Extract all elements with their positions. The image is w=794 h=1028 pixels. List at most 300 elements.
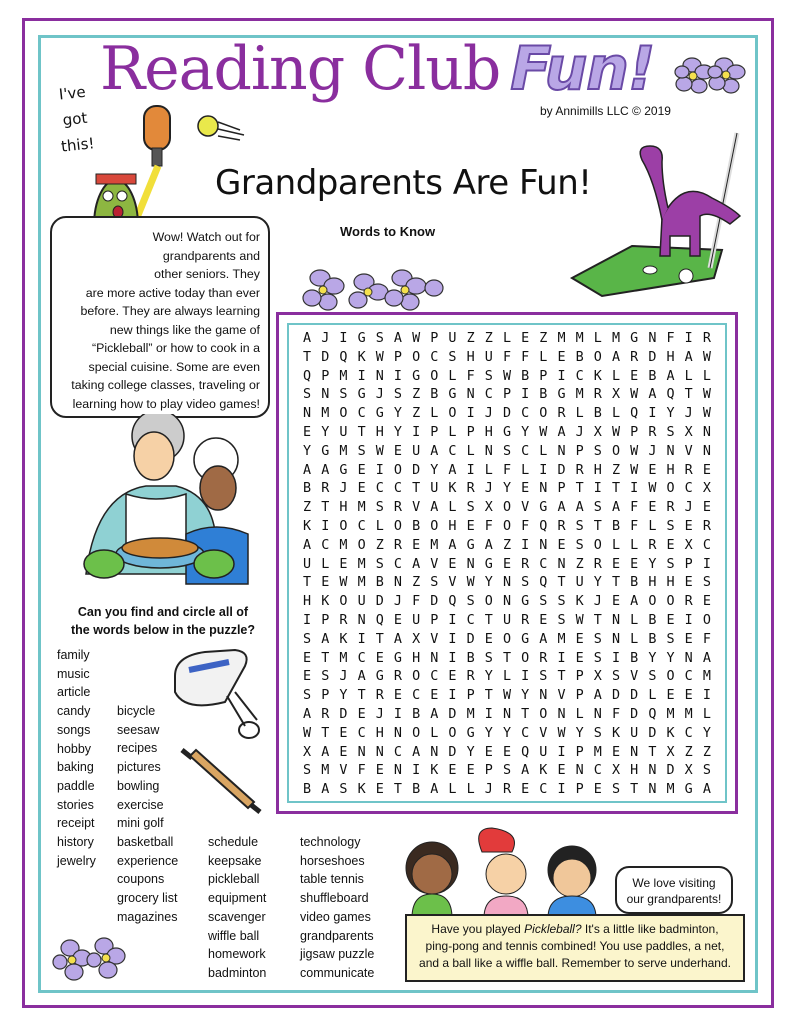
- grid-letter[interactable]: Y: [648, 556, 657, 572]
- grid-letter[interactable]: H: [375, 424, 384, 440]
- grid-letter[interactable]: R: [339, 612, 348, 628]
- grid-letter[interactable]: A: [539, 631, 548, 647]
- grid-letter[interactable]: D: [557, 462, 566, 478]
- grid-letter[interactable]: R: [502, 782, 511, 798]
- grid-letter[interactable]: L: [448, 368, 457, 384]
- grid-letter[interactable]: C: [521, 443, 530, 459]
- grid-letter[interactable]: A: [321, 782, 330, 798]
- grid-letter[interactable]: G: [321, 443, 330, 459]
- grid-letter[interactable]: T: [684, 387, 693, 403]
- word-search-grid[interactable]: [290, 330, 726, 800]
- grid-letter[interactable]: L: [611, 537, 621, 553]
- grid-letter[interactable]: E: [611, 594, 621, 610]
- grid-letter[interactable]: K: [539, 763, 548, 779]
- grid-letter[interactable]: Y: [702, 725, 711, 741]
- grid-letter[interactable]: N: [466, 387, 475, 403]
- grid-letter[interactable]: T: [321, 500, 330, 516]
- grid-letter[interactable]: M: [430, 537, 439, 553]
- grid-letter[interactable]: E: [375, 650, 384, 666]
- grid-letter[interactable]: B: [648, 612, 657, 628]
- grid-letter[interactable]: W: [702, 349, 711, 365]
- grid-letter[interactable]: N: [502, 594, 511, 610]
- grid-letter[interactable]: E: [339, 725, 348, 741]
- grid-letter[interactable]: T: [303, 349, 312, 365]
- grid-letter[interactable]: F: [521, 349, 530, 365]
- grid-letter[interactable]: W: [702, 406, 711, 422]
- grid-letter[interactable]: E: [412, 537, 421, 553]
- grid-letter[interactable]: N: [357, 744, 366, 760]
- grid-letter[interactable]: M: [339, 368, 348, 384]
- grid-letter[interactable]: M: [575, 331, 584, 346]
- grid-letter[interactable]: R: [648, 424, 657, 440]
- grid-letter[interactable]: E: [702, 462, 711, 478]
- grid-letter[interactable]: G: [393, 650, 402, 666]
- grid-letter[interactable]: J: [339, 669, 348, 685]
- grid-letter[interactable]: L: [702, 368, 711, 384]
- grid-letter[interactable]: C: [539, 782, 548, 798]
- grid-letter[interactable]: Y: [484, 669, 493, 685]
- grid-letter[interactable]: Q: [339, 349, 348, 365]
- grid-letter[interactable]: N: [502, 575, 511, 591]
- grid-letter[interactable]: E: [575, 650, 584, 666]
- grid-letter[interactable]: V: [557, 688, 566, 704]
- grid-letter[interactable]: Y: [575, 725, 584, 741]
- grid-letter[interactable]: Y: [321, 424, 330, 440]
- grid-letter[interactable]: X: [593, 669, 602, 685]
- grid-letter[interactable]: Z: [303, 500, 312, 516]
- grid-letter[interactable]: C: [521, 725, 530, 741]
- grid-letter[interactable]: B: [611, 518, 621, 534]
- grid-letter[interactable]: L: [448, 424, 457, 440]
- grid-letter[interactable]: I: [557, 744, 566, 760]
- grid-letter[interactable]: S: [393, 387, 402, 403]
- grid-letter[interactable]: X: [412, 631, 421, 647]
- grid-letter[interactable]: G: [412, 368, 421, 384]
- grid-letter[interactable]: I: [521, 537, 530, 553]
- grid-letter[interactable]: S: [484, 368, 493, 384]
- grid-letter[interactable]: A: [702, 650, 711, 666]
- grid-letter[interactable]: R: [593, 387, 602, 403]
- grid-letter[interactable]: T: [557, 669, 566, 685]
- grid-letter[interactable]: A: [648, 387, 657, 403]
- grid-letter[interactable]: N: [539, 481, 548, 497]
- grid-letter[interactable]: X: [684, 424, 693, 440]
- grid-letter[interactable]: I: [393, 706, 402, 722]
- grid-letter[interactable]: Y: [466, 744, 475, 760]
- grid-letter[interactable]: D: [666, 763, 675, 779]
- grid-letter[interactable]: A: [557, 424, 566, 440]
- grid-letter[interactable]: N: [557, 706, 566, 722]
- grid-letter[interactable]: X: [666, 744, 675, 760]
- grid-letter[interactable]: C: [357, 518, 366, 534]
- grid-letter[interactable]: Y: [648, 650, 657, 666]
- grid-letter[interactable]: T: [393, 782, 402, 798]
- grid-letter[interactable]: U: [357, 594, 366, 610]
- grid-letter[interactable]: M: [557, 631, 566, 647]
- grid-letter[interactable]: F: [357, 763, 366, 779]
- grid-letter[interactable]: J: [321, 331, 330, 346]
- grid-letter[interactable]: S: [484, 650, 493, 666]
- grid-letter[interactable]: B: [575, 349, 584, 365]
- grid-letter[interactable]: E: [357, 481, 366, 497]
- grid-letter[interactable]: P: [466, 424, 475, 440]
- grid-letter[interactable]: P: [321, 368, 330, 384]
- grid-letter[interactable]: P: [484, 763, 493, 779]
- grid-letter[interactable]: Y: [502, 725, 511, 741]
- grid-letter[interactable]: N: [393, 763, 402, 779]
- grid-letter[interactable]: S: [666, 518, 675, 534]
- grid-letter[interactable]: R: [321, 481, 330, 497]
- grid-letter[interactable]: B: [412, 518, 421, 534]
- grid-letter[interactable]: F: [611, 706, 621, 722]
- grid-letter[interactable]: H: [375, 725, 384, 741]
- grid-letter[interactable]: I: [539, 462, 548, 478]
- grid-letter[interactable]: Y: [521, 424, 530, 440]
- grid-letter[interactable]: M: [557, 331, 566, 346]
- grid-letter[interactable]: J: [393, 594, 402, 610]
- grid-letter[interactable]: O: [393, 462, 402, 478]
- grid-letter[interactable]: J: [484, 782, 493, 798]
- grid-letter[interactable]: E: [448, 556, 457, 572]
- grid-letter[interactable]: J: [484, 406, 493, 422]
- grid-letter[interactable]: C: [375, 481, 384, 497]
- grid-letter[interactable]: E: [430, 688, 439, 704]
- grid-letter[interactable]: T: [303, 575, 312, 591]
- grid-letter[interactable]: N: [630, 744, 639, 760]
- grid-letter[interactable]: E: [375, 782, 384, 798]
- grid-letter[interactable]: C: [466, 612, 475, 628]
- grid-letter[interactable]: O: [484, 594, 493, 610]
- grid-letter[interactable]: M: [357, 500, 366, 516]
- grid-letter[interactable]: I: [448, 650, 457, 666]
- grid-letter[interactable]: F: [702, 631, 711, 647]
- grid-letter[interactable]: D: [339, 706, 348, 722]
- grid-letter[interactable]: C: [393, 556, 402, 572]
- grid-letter[interactable]: H: [648, 575, 657, 591]
- grid-letter[interactable]: N: [611, 631, 621, 647]
- grid-letter[interactable]: N: [611, 612, 621, 628]
- grid-letter[interactable]: R: [521, 612, 530, 628]
- grid-letter[interactable]: H: [666, 575, 675, 591]
- grid-letter[interactable]: A: [412, 744, 421, 760]
- grid-letter[interactable]: P: [630, 424, 639, 440]
- grid-letter[interactable]: T: [484, 688, 493, 704]
- grid-letter[interactable]: O: [339, 406, 348, 422]
- grid-letter[interactable]: O: [502, 500, 511, 516]
- grid-letter[interactable]: E: [339, 556, 348, 572]
- grid-letter[interactable]: R: [702, 331, 711, 346]
- grid-letter[interactable]: Z: [484, 331, 493, 346]
- grid-letter[interactable]: N: [593, 706, 602, 722]
- grid-letter[interactable]: Z: [702, 744, 711, 760]
- grid-letter[interactable]: N: [466, 556, 475, 572]
- grid-letter[interactable]: I: [684, 612, 693, 628]
- grid-letter[interactable]: N: [539, 688, 548, 704]
- grid-letter[interactable]: I: [557, 782, 566, 798]
- grid-letter[interactable]: G: [375, 406, 384, 422]
- grid-letter[interactable]: U: [412, 612, 421, 628]
- grid-letter[interactable]: C: [357, 650, 366, 666]
- grid-letter[interactable]: O: [611, 443, 621, 459]
- grid-letter[interactable]: T: [630, 782, 639, 798]
- grid-letter[interactable]: Q: [375, 612, 384, 628]
- grid-letter[interactable]: D: [375, 594, 384, 610]
- grid-letter[interactable]: W: [611, 424, 621, 440]
- grid-letter[interactable]: K: [611, 725, 621, 741]
- grid-letter[interactable]: T: [648, 744, 657, 760]
- grid-letter[interactable]: E: [630, 368, 639, 384]
- grid-letter[interactable]: L: [448, 500, 457, 516]
- grid-letter[interactable]: R: [375, 688, 384, 704]
- grid-letter[interactable]: E: [521, 481, 530, 497]
- grid-letter[interactable]: V: [684, 443, 693, 459]
- grid-letter[interactable]: B: [630, 575, 639, 591]
- grid-letter[interactable]: I: [412, 763, 421, 779]
- grid-letter[interactable]: E: [393, 688, 402, 704]
- grid-letter[interactable]: A: [684, 349, 693, 365]
- grid-letter[interactable]: I: [466, 462, 475, 478]
- grid-letter[interactable]: H: [466, 349, 475, 365]
- grid-letter[interactable]: I: [611, 650, 621, 666]
- grid-letter[interactable]: E: [611, 556, 621, 572]
- grid-letter[interactable]: N: [575, 763, 584, 779]
- grid-letter[interactable]: S: [593, 443, 602, 459]
- grid-letter[interactable]: C: [684, 669, 693, 685]
- grid-letter[interactable]: L: [593, 331, 602, 346]
- grid-letter[interactable]: A: [557, 500, 566, 516]
- grid-letter[interactable]: A: [321, 744, 330, 760]
- grid-letter[interactable]: R: [648, 537, 657, 553]
- grid-letter[interactable]: A: [321, 631, 330, 647]
- grid-letter[interactable]: S: [303, 688, 312, 704]
- grid-letter[interactable]: O: [648, 594, 657, 610]
- grid-letter[interactable]: E: [357, 462, 366, 478]
- grid-letter[interactable]: A: [593, 688, 602, 704]
- grid-letter[interactable]: H: [303, 594, 312, 610]
- grid-letter[interactable]: V: [430, 556, 439, 572]
- grid-letter[interactable]: O: [502, 518, 511, 534]
- grid-letter[interactable]: T: [321, 725, 330, 741]
- grid-letter[interactable]: T: [521, 706, 530, 722]
- grid-letter[interactable]: B: [539, 387, 548, 403]
- grid-letter[interactable]: Z: [611, 462, 621, 478]
- grid-letter[interactable]: E: [303, 669, 312, 685]
- grid-letter[interactable]: L: [484, 462, 493, 478]
- grid-letter[interactable]: N: [557, 556, 566, 572]
- grid-letter[interactable]: L: [575, 406, 584, 422]
- grid-letter[interactable]: S: [502, 443, 511, 459]
- grid-letter[interactable]: Q: [448, 594, 457, 610]
- grid-letter[interactable]: E: [521, 331, 530, 346]
- grid-letter[interactable]: S: [539, 669, 548, 685]
- grid-letter[interactable]: X: [611, 387, 621, 403]
- grid-letter[interactable]: Z: [575, 556, 584, 572]
- grid-letter[interactable]: A: [412, 556, 421, 572]
- grid-letter[interactable]: Z: [375, 537, 384, 553]
- grid-letter[interactable]: S: [303, 763, 312, 779]
- grid-letter[interactable]: I: [521, 669, 530, 685]
- grid-letter[interactable]: P: [557, 481, 566, 497]
- grid-letter[interactable]: Z: [412, 575, 421, 591]
- grid-letter[interactable]: N: [430, 650, 439, 666]
- grid-letter[interactable]: I: [648, 406, 657, 422]
- grid-letter[interactable]: S: [430, 575, 439, 591]
- grid-letter[interactable]: P: [684, 556, 693, 572]
- grid-letter[interactable]: T: [557, 575, 566, 591]
- grid-letter[interactable]: R: [575, 462, 584, 478]
- grid-letter[interactable]: E: [393, 612, 402, 628]
- grid-letter[interactable]: H: [630, 763, 639, 779]
- grid-letter[interactable]: Z: [502, 537, 511, 553]
- grid-letter[interactable]: E: [666, 688, 675, 704]
- grid-letter[interactable]: W: [648, 481, 657, 497]
- grid-letter[interactable]: W: [339, 575, 348, 591]
- grid-letter[interactable]: J: [648, 443, 657, 459]
- grid-letter[interactable]: Q: [648, 706, 657, 722]
- grid-letter[interactable]: C: [593, 763, 602, 779]
- grid-letter[interactable]: Q: [539, 518, 548, 534]
- grid-letter[interactable]: O: [412, 725, 421, 741]
- grid-letter[interactable]: I: [448, 631, 457, 647]
- grid-letter[interactable]: T: [611, 481, 621, 497]
- grid-letter[interactable]: B: [412, 706, 421, 722]
- grid-letter[interactable]: T: [412, 481, 421, 497]
- grid-letter[interactable]: E: [684, 688, 693, 704]
- grid-letter[interactable]: Y: [593, 575, 602, 591]
- grid-letter[interactable]: N: [393, 725, 402, 741]
- grid-letter[interactable]: M: [357, 575, 366, 591]
- grid-letter[interactable]: E: [448, 669, 457, 685]
- grid-letter[interactable]: L: [466, 782, 475, 798]
- grid-letter[interactable]: K: [430, 763, 439, 779]
- grid-letter[interactable]: P: [539, 368, 548, 384]
- grid-letter[interactable]: G: [484, 556, 493, 572]
- grid-letter[interactable]: E: [484, 744, 493, 760]
- grid-letter[interactable]: W: [702, 387, 711, 403]
- grid-letter[interactable]: S: [375, 331, 384, 346]
- grid-letter[interactable]: W: [557, 725, 566, 741]
- grid-letter[interactable]: O: [502, 631, 511, 647]
- grid-letter[interactable]: K: [593, 368, 602, 384]
- grid-letter[interactable]: L: [630, 537, 639, 553]
- grid-letter[interactable]: J: [684, 406, 693, 422]
- grid-letter[interactable]: A: [321, 462, 330, 478]
- grid-letter[interactable]: M: [339, 443, 348, 459]
- grid-letter[interactable]: I: [466, 406, 475, 422]
- grid-letter[interactable]: D: [630, 688, 639, 704]
- grid-letter[interactable]: P: [321, 688, 330, 704]
- grid-letter[interactable]: D: [466, 631, 475, 647]
- grid-letter[interactable]: R: [393, 537, 402, 553]
- grid-letter[interactable]: I: [684, 331, 693, 346]
- grid-letter[interactable]: P: [575, 443, 584, 459]
- grid-letter[interactable]: O: [593, 537, 602, 553]
- grid-letter[interactable]: O: [666, 669, 675, 685]
- grid-letter[interactable]: B: [521, 368, 530, 384]
- grid-letter[interactable]: E: [484, 631, 493, 647]
- grid-letter[interactable]: Z: [684, 744, 693, 760]
- grid-letter[interactable]: E: [539, 612, 548, 628]
- grid-letter[interactable]: D: [611, 688, 621, 704]
- grid-letter[interactable]: Y: [303, 443, 312, 459]
- grid-letter[interactable]: W: [375, 443, 384, 459]
- grid-letter[interactable]: W: [412, 331, 421, 346]
- grid-letter[interactable]: E: [357, 706, 366, 722]
- grid-letter[interactable]: L: [448, 782, 457, 798]
- grid-letter[interactable]: C: [484, 387, 493, 403]
- grid-letter[interactable]: A: [448, 462, 457, 478]
- grid-letter[interactable]: S: [557, 612, 566, 628]
- grid-letter[interactable]: S: [466, 500, 475, 516]
- grid-letter[interactable]: E: [339, 744, 348, 760]
- grid-letter[interactable]: A: [303, 706, 312, 722]
- grid-letter[interactable]: W: [575, 612, 584, 628]
- grid-letter[interactable]: C: [321, 537, 330, 553]
- grid-letter[interactable]: P: [575, 744, 584, 760]
- grid-letter[interactable]: L: [430, 406, 439, 422]
- grid-letter[interactable]: S: [466, 594, 475, 610]
- grid-letter[interactable]: J: [484, 481, 493, 497]
- grid-letter[interactable]: Q: [666, 387, 675, 403]
- grid-letter[interactable]: E: [684, 631, 693, 647]
- grid-letter[interactable]: K: [357, 349, 366, 365]
- grid-letter[interactable]: N: [539, 537, 548, 553]
- grid-letter[interactable]: E: [575, 631, 584, 647]
- grid-letter[interactable]: D: [321, 349, 330, 365]
- grid-letter[interactable]: O: [412, 349, 421, 365]
- grid-letter[interactable]: B: [375, 575, 384, 591]
- grid-letter[interactable]: H: [666, 462, 675, 478]
- grid-letter[interactable]: O: [357, 537, 366, 553]
- grid-letter[interactable]: E: [557, 763, 566, 779]
- grid-letter[interactable]: O: [666, 594, 675, 610]
- grid-letter[interactable]: R: [557, 518, 566, 534]
- grid-letter[interactable]: Y: [393, 406, 402, 422]
- grid-letter[interactable]: P: [575, 669, 584, 685]
- grid-letter[interactable]: S: [593, 725, 602, 741]
- grid-letter[interactable]: C: [430, 349, 439, 365]
- grid-letter[interactable]: C: [393, 481, 402, 497]
- grid-letter[interactable]: N: [375, 744, 384, 760]
- grid-letter[interactable]: E: [630, 556, 639, 572]
- grid-letter[interactable]: B: [648, 368, 657, 384]
- grid-letter[interactable]: E: [666, 537, 675, 553]
- grid-letter[interactable]: A: [303, 462, 312, 478]
- grid-letter[interactable]: E: [448, 763, 457, 779]
- grid-letter[interactable]: E: [684, 575, 693, 591]
- grid-letter[interactable]: E: [303, 650, 312, 666]
- grid-letter[interactable]: M: [666, 706, 675, 722]
- grid-letter[interactable]: I: [412, 424, 421, 440]
- grid-letter[interactable]: O: [702, 612, 711, 628]
- grid-letter[interactable]: E: [502, 556, 511, 572]
- grid-letter[interactable]: N: [648, 763, 657, 779]
- grid-letter[interactable]: B: [593, 406, 602, 422]
- grid-letter[interactable]: I: [557, 368, 566, 384]
- grid-letter[interactable]: C: [684, 481, 693, 497]
- grid-letter[interactable]: G: [521, 631, 530, 647]
- grid-letter[interactable]: P: [430, 612, 439, 628]
- grid-letter[interactable]: X: [702, 481, 711, 497]
- grid-letter[interactable]: X: [611, 763, 621, 779]
- grid-letter[interactable]: A: [430, 500, 439, 516]
- grid-letter[interactable]: O: [339, 518, 348, 534]
- grid-letter[interactable]: A: [484, 537, 493, 553]
- grid-letter[interactable]: W: [502, 368, 511, 384]
- grid-letter[interactable]: D: [502, 406, 511, 422]
- grid-letter[interactable]: C: [357, 725, 366, 741]
- grid-letter[interactable]: A: [702, 782, 711, 798]
